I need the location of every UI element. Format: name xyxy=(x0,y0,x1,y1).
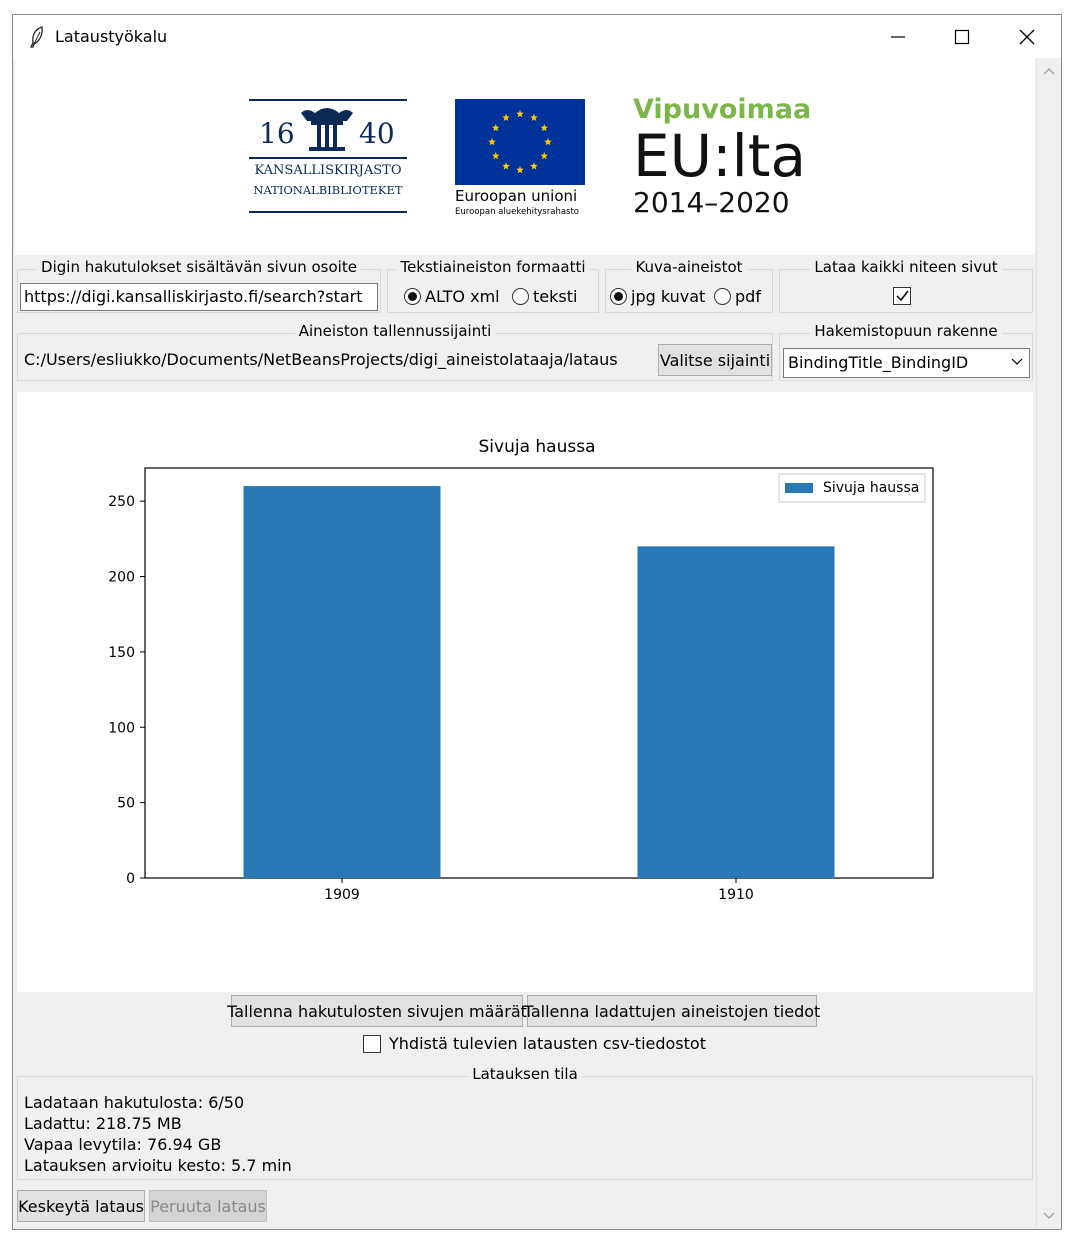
save-info-button[interactable]: Tallenna ladattujen aineistojen tiedot xyxy=(527,995,817,1027)
bar-1910 xyxy=(638,546,835,878)
chart-title: Sivuja haussa xyxy=(478,437,596,457)
save-location-label: Aineiston tallennussijainti xyxy=(295,322,496,340)
minimize-button[interactable] xyxy=(866,15,930,58)
eu-logo-line2: Euroopan aluekehitysrahasto xyxy=(455,207,579,217)
minimize-icon xyxy=(890,29,906,45)
save-location-group xyxy=(17,322,773,381)
radio-alto-xml[interactable] xyxy=(404,287,500,306)
status-line-progress: Ladataan hakutulosta: 6/50 xyxy=(24,1093,245,1112)
radio-jpg[interactable] xyxy=(610,287,705,306)
x-tick-label: 1910 xyxy=(718,887,754,903)
status-line-free-space: Vapaa levytila: 76.94 GB xyxy=(24,1135,222,1154)
save-location-path: C:/Users/esliukko/Documents/NetBeansProjects/digi_aineistolataaja/lataus xyxy=(24,350,618,369)
status-line-duration: Latauksen arvioitu kesto: 5.7 min xyxy=(24,1156,292,1175)
status-line-downloaded: Ladattu: 218.75 MB xyxy=(24,1114,182,1133)
all-pages-checkbox[interactable] xyxy=(893,287,911,305)
kansalliskirjasto-logo xyxy=(249,99,409,217)
y-tick-label: 50 xyxy=(117,795,135,812)
status-group xyxy=(17,1065,1033,1180)
status-label: Latauksen tila xyxy=(468,1065,582,1083)
close-icon xyxy=(1019,29,1035,45)
close-button[interactable] xyxy=(995,15,1059,58)
merge-csv-checkbox[interactable] xyxy=(363,1035,381,1053)
y-tick-label: 150 xyxy=(108,644,135,661)
logo-year-right: 40 xyxy=(359,117,395,150)
eu-logo-line1: Euroopan unioni xyxy=(455,187,578,205)
radio-dot xyxy=(610,288,627,305)
dir-structure-group xyxy=(779,322,1033,381)
vertical-scrollbar[interactable] xyxy=(1036,58,1061,1229)
save-counts-button[interactable]: Tallenna hakutulosten sivujen määrät xyxy=(231,995,523,1027)
merge-csv-label: Yhdistä tulevien latausten csv-tiedostot xyxy=(389,1034,706,1053)
eu-flag-icon xyxy=(455,99,585,185)
chart-legend xyxy=(779,474,925,502)
chevron-down-icon xyxy=(1011,357,1023,367)
chart-area xyxy=(17,392,1033,992)
vipuvoimaa-title: Vipuvoimaa xyxy=(633,94,812,125)
main-content xyxy=(15,58,1035,1228)
checkmark-icon xyxy=(894,288,910,304)
dir-structure-label: Hakemistopuun rakenne xyxy=(810,322,1001,340)
radio-dot xyxy=(714,288,731,305)
maximize-icon xyxy=(954,29,970,45)
vipuvoimaa-years: 2014–2020 xyxy=(633,186,790,219)
x-tick-label: 1909 xyxy=(324,887,360,903)
dir-structure-select[interactable] xyxy=(783,348,1030,378)
legend-label: Sivuja haussa xyxy=(823,480,920,496)
text-format-group xyxy=(387,258,599,313)
radio-dot xyxy=(512,288,529,305)
legend-swatch xyxy=(785,483,813,493)
vipuvoimaa-eu: EU:lta xyxy=(633,122,807,190)
column-capital-icon xyxy=(297,105,357,153)
search-url-input[interactable]: https://digi.kansalliskirjasto.fi/search?start xyxy=(20,283,378,311)
radio-pdf[interactable] xyxy=(714,287,761,306)
radio-label: ALTO xml xyxy=(425,287,500,306)
feather-icon xyxy=(29,26,45,48)
scroll-down-icon[interactable] xyxy=(1043,1209,1055,1221)
dir-structure-value: BindingTitle_BindingID xyxy=(788,353,969,372)
y-tick-label: 100 xyxy=(108,720,135,737)
bar-chart xyxy=(17,392,1033,992)
pause-button[interactable]: Keskeytä lataus xyxy=(17,1190,145,1222)
radio-label: pdf xyxy=(735,287,761,306)
image-format-group xyxy=(605,258,773,313)
bar-1909 xyxy=(244,486,441,878)
app-window xyxy=(12,14,1062,1230)
scroll-up-icon[interactable] xyxy=(1043,66,1055,78)
eu-logo xyxy=(455,99,590,229)
search-url-group xyxy=(17,258,381,313)
image-format-label: Kuva-aineistot xyxy=(631,258,746,276)
logo-line2: NATIONALBIBLIOTEKET xyxy=(253,183,403,197)
y-tick-label: 250 xyxy=(108,494,135,511)
all-pages-label: Lataa kaikki niteen sivut xyxy=(810,258,1001,276)
title-bar[interactable] xyxy=(13,15,1061,58)
y-tick-label: 0 xyxy=(126,871,135,887)
vipuvoimaa-logo xyxy=(633,94,833,224)
all-pages-group xyxy=(779,258,1033,313)
radio-label: teksti xyxy=(533,287,578,306)
text-format-label: Tekstiaineiston formaatti xyxy=(396,258,589,276)
y-tick-label: 200 xyxy=(108,569,135,586)
radio-teksti[interactable] xyxy=(512,287,577,306)
logo-line1: KANSALLISKIRJASTO xyxy=(254,163,402,178)
radio-dot xyxy=(404,288,421,305)
radio-label: jpg kuvat xyxy=(631,287,706,306)
cancel-button[interactable]: Peruuta lataus xyxy=(149,1190,267,1222)
choose-location-button[interactable]: Valitse sijainti xyxy=(658,344,772,376)
search-url-label: Digin hakutulokset sisältävän sivun osoite xyxy=(37,258,361,276)
window-title: Lataustyökalu xyxy=(55,27,168,46)
maximize-button[interactable] xyxy=(930,15,994,58)
logo-banner xyxy=(15,58,1035,255)
logo-year-left: 16 xyxy=(259,117,295,150)
